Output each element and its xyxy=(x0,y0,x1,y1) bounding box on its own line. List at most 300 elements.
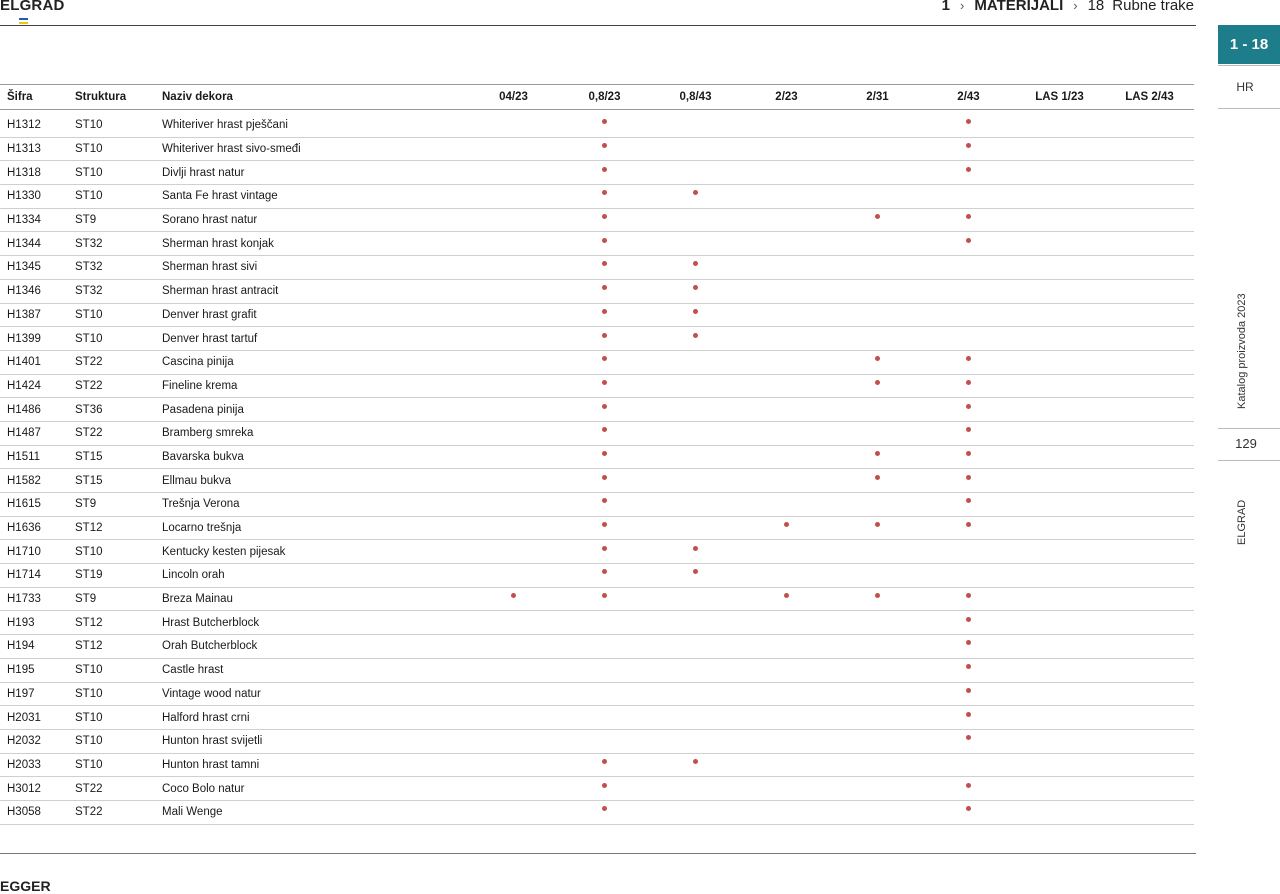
decor-structure: ST22 xyxy=(75,777,162,801)
chapter-tab[interactable]: 1 - 18 xyxy=(1218,25,1280,64)
availability-dot-icon xyxy=(602,190,607,195)
availability-dot-icon xyxy=(966,522,971,527)
availability-cell xyxy=(832,350,923,374)
availability-cell xyxy=(832,682,923,706)
availability-cell xyxy=(468,493,559,517)
column-header-edge: 0,8/23 xyxy=(559,85,650,110)
availability-cell xyxy=(923,706,1014,730)
availability-dot-icon xyxy=(693,261,698,266)
availability-cell xyxy=(1105,398,1194,422)
decor-code: H1334 xyxy=(0,208,75,232)
availability-dot-icon xyxy=(602,783,607,788)
availability-dot-icon xyxy=(602,759,607,764)
availability-cell xyxy=(559,540,650,564)
availability-cell xyxy=(650,110,741,138)
availability-cell xyxy=(1105,516,1194,540)
availability-cell xyxy=(468,327,559,351)
availability-dot-icon xyxy=(966,806,971,811)
availability-cell xyxy=(559,753,650,777)
availability-cell xyxy=(468,398,559,422)
table-row xyxy=(0,185,1194,209)
availability-cell xyxy=(923,635,1014,659)
decor-structure: ST10 xyxy=(75,540,162,564)
availability-cell xyxy=(1014,350,1105,374)
availability-dot-icon xyxy=(875,593,880,598)
availability-cell xyxy=(650,327,741,351)
table-row xyxy=(0,706,1194,730)
availability-cell xyxy=(559,208,650,232)
availability-cell xyxy=(650,469,741,493)
availability-cell xyxy=(468,208,559,232)
availability-cell xyxy=(650,753,741,777)
availability-dot-icon xyxy=(693,285,698,290)
availability-dot-icon xyxy=(602,214,607,219)
availability-cell xyxy=(468,469,559,493)
availability-cell xyxy=(741,729,832,753)
availability-cell xyxy=(1014,256,1105,280)
table-header-row xyxy=(0,85,1194,110)
language-label[interactable]: HR xyxy=(1236,80,1254,94)
availability-cell xyxy=(468,706,559,730)
table-row xyxy=(0,303,1194,327)
decor-code: H3012 xyxy=(0,777,75,801)
table-row xyxy=(0,232,1194,256)
availability-cell xyxy=(741,564,832,588)
decor-name: Orah Butcherblock xyxy=(162,635,468,659)
availability-cell xyxy=(1014,682,1105,706)
availability-cell xyxy=(559,327,650,351)
column-header-edge: 2/43 xyxy=(923,85,1014,110)
decor-code: H1344 xyxy=(0,232,75,256)
decor-name: Fineline krema xyxy=(162,374,468,398)
decor-name: Whiteriver hrast sivo-smeđi xyxy=(162,137,468,161)
decor-name: Breza Mainau xyxy=(162,587,468,611)
availability-cell xyxy=(468,161,559,185)
availability-dot-icon xyxy=(966,167,971,172)
availability-cell xyxy=(923,469,1014,493)
availability-cell xyxy=(650,682,741,706)
availability-cell xyxy=(650,658,741,682)
availability-cell xyxy=(559,374,650,398)
availability-cell xyxy=(923,110,1014,138)
availability-cell xyxy=(468,256,559,280)
decor-name: Sherman hrast antracit xyxy=(162,279,468,303)
availability-cell xyxy=(1105,161,1194,185)
availability-cell xyxy=(559,516,650,540)
availability-cell xyxy=(650,421,741,445)
decor-code: H1487 xyxy=(0,421,75,445)
availability-cell xyxy=(1105,421,1194,445)
page-number: 129 xyxy=(1235,436,1257,451)
breadcrumb-chapter[interactable]: Rubne trake xyxy=(1112,0,1194,14)
availability-cell xyxy=(1105,279,1194,303)
availability-cell xyxy=(1014,232,1105,256)
availability-cell xyxy=(1014,303,1105,327)
decor-code: H1714 xyxy=(0,564,75,588)
availability-cell xyxy=(741,587,832,611)
decor-structure: ST10 xyxy=(75,110,162,138)
decor-structure: ST9 xyxy=(75,208,162,232)
availability-cell xyxy=(650,564,741,588)
availability-dot-icon xyxy=(966,214,971,219)
availability-cell xyxy=(650,303,741,327)
availability-dot-icon xyxy=(602,333,607,338)
sidebar-divider xyxy=(1218,428,1280,429)
decor-code: H1733 xyxy=(0,587,75,611)
table-row xyxy=(0,327,1194,351)
decor-name: Halford hrast crni xyxy=(162,706,468,730)
availability-cell xyxy=(832,516,923,540)
availability-cell xyxy=(923,658,1014,682)
availability-cell xyxy=(559,445,650,469)
availability-cell xyxy=(1105,374,1194,398)
availability-dot-icon xyxy=(966,712,971,717)
decor-name: Divlji hrast natur xyxy=(162,161,468,185)
availability-cell xyxy=(650,493,741,517)
table-row xyxy=(0,800,1194,824)
decor-code: H1486 xyxy=(0,398,75,422)
catalog-title: Katalog proizvoda 2023 xyxy=(1236,293,1248,409)
decor-code: H1330 xyxy=(0,185,75,209)
table-row xyxy=(0,682,1194,706)
availability-cell xyxy=(559,587,650,611)
availability-dot-icon xyxy=(602,167,607,172)
availability-cell xyxy=(468,421,559,445)
decor-structure: ST12 xyxy=(75,635,162,659)
availability-cell xyxy=(559,493,650,517)
availability-dot-icon xyxy=(966,640,971,645)
decor-name: Hunton hrast svijetli xyxy=(162,729,468,753)
availability-cell xyxy=(1105,469,1194,493)
availability-dot-icon xyxy=(966,404,971,409)
table-row xyxy=(0,753,1194,777)
sidebar-divider xyxy=(1218,108,1280,109)
table-row xyxy=(0,611,1194,635)
availability-cell xyxy=(1014,445,1105,469)
decor-structure: ST9 xyxy=(75,587,162,611)
availability-cell xyxy=(832,398,923,422)
decor-name: Hrast Butcherblock xyxy=(162,611,468,635)
availability-dot-icon xyxy=(602,356,607,361)
availability-dot-icon xyxy=(966,238,971,243)
header-divider xyxy=(0,25,1196,26)
availability-dot-icon xyxy=(602,261,607,266)
decor-structure: ST12 xyxy=(75,611,162,635)
table-row xyxy=(0,208,1194,232)
table-row xyxy=(0,540,1194,564)
decor-code: H2033 xyxy=(0,753,75,777)
availability-cell xyxy=(741,777,832,801)
decor-name: Denver hrast tartuf xyxy=(162,327,468,351)
availability-cell xyxy=(1105,800,1194,824)
column-header-name: Naziv dekora xyxy=(162,85,468,110)
availability-cell xyxy=(650,777,741,801)
availability-cell xyxy=(1105,445,1194,469)
availability-dot-icon xyxy=(602,593,607,598)
availability-cell xyxy=(741,611,832,635)
availability-cell xyxy=(559,777,650,801)
availability-cell xyxy=(1105,540,1194,564)
table-row xyxy=(0,516,1194,540)
sidebar-brand: ELGRAD xyxy=(1236,499,1248,545)
brand-mark-bar xyxy=(19,22,28,24)
availability-cell xyxy=(923,753,1014,777)
availability-cell xyxy=(468,635,559,659)
availability-cell xyxy=(1105,587,1194,611)
availability-cell xyxy=(923,729,1014,753)
decor-code: H1710 xyxy=(0,540,75,564)
availability-cell xyxy=(923,303,1014,327)
availability-cell xyxy=(1014,421,1105,445)
availability-cell xyxy=(1105,208,1194,232)
availability-cell xyxy=(559,611,650,635)
availability-cell xyxy=(1014,729,1105,753)
availability-cell xyxy=(559,682,650,706)
availability-cell xyxy=(559,564,650,588)
decor-code: H197 xyxy=(0,682,75,706)
availability-dot-icon xyxy=(602,309,607,314)
availability-cell xyxy=(468,279,559,303)
availability-cell xyxy=(1014,777,1105,801)
table-row xyxy=(0,729,1194,753)
availability-cell xyxy=(468,110,559,138)
decor-name: Bramberg smreka xyxy=(162,421,468,445)
availability-cell xyxy=(1014,327,1105,351)
availability-dot-icon xyxy=(966,143,971,148)
availability-cell xyxy=(559,137,650,161)
decor-name: Coco Bolo natur xyxy=(162,777,468,801)
availability-cell xyxy=(559,729,650,753)
breadcrumb-section[interactable]: MATERIJALI xyxy=(974,0,1064,14)
availability-cell xyxy=(650,232,741,256)
availability-cell xyxy=(1105,635,1194,659)
decor-name: Lincoln orah xyxy=(162,564,468,588)
availability-cell xyxy=(468,445,559,469)
availability-dot-icon xyxy=(966,451,971,456)
availability-cell xyxy=(1014,398,1105,422)
decor-structure: ST12 xyxy=(75,516,162,540)
availability-cell xyxy=(741,232,832,256)
availability-dot-icon xyxy=(966,783,971,788)
availability-cell xyxy=(1105,493,1194,517)
decor-structure: ST10 xyxy=(75,303,162,327)
decor-code: H193 xyxy=(0,611,75,635)
decor-name: Vintage wood natur xyxy=(162,682,468,706)
availability-cell xyxy=(832,161,923,185)
table-row xyxy=(0,469,1194,493)
availability-cell xyxy=(923,516,1014,540)
availability-cell xyxy=(1014,540,1105,564)
breadcrumb xyxy=(942,0,1194,14)
availability-cell xyxy=(1105,564,1194,588)
column-header-edge: LAS 1/23 xyxy=(1014,85,1105,110)
availability-cell xyxy=(559,635,650,659)
table-row xyxy=(0,635,1194,659)
availability-cell xyxy=(832,303,923,327)
decor-structure: ST10 xyxy=(75,682,162,706)
decor-name: Locarno trešnja xyxy=(162,516,468,540)
availability-cell xyxy=(559,800,650,824)
decor-code: H1399 xyxy=(0,327,75,351)
availability-cell xyxy=(923,327,1014,351)
availability-cell xyxy=(559,279,650,303)
availability-dot-icon xyxy=(693,309,698,314)
availability-dot-icon xyxy=(602,285,607,290)
decor-code: H3058 xyxy=(0,800,75,824)
availability-dot-icon xyxy=(602,238,607,243)
table-row xyxy=(0,493,1194,517)
availability-cell xyxy=(741,185,832,209)
decor-structure: ST22 xyxy=(75,421,162,445)
availability-cell xyxy=(559,161,650,185)
decor-code: H1312 xyxy=(0,110,75,138)
decor-code: H1318 xyxy=(0,161,75,185)
decor-name: Santa Fe hrast vintage xyxy=(162,185,468,209)
decor-code: H1424 xyxy=(0,374,75,398)
availability-cell xyxy=(650,540,741,564)
availability-cell xyxy=(923,800,1014,824)
availability-cell xyxy=(468,303,559,327)
availability-cell xyxy=(741,137,832,161)
decor-structure: ST10 xyxy=(75,137,162,161)
availability-cell xyxy=(1105,729,1194,753)
availability-cell xyxy=(650,611,741,635)
availability-cell xyxy=(832,540,923,564)
decor-name: Trešnja Verona xyxy=(162,493,468,517)
availability-cell xyxy=(741,445,832,469)
availability-cell xyxy=(1105,611,1194,635)
table-row xyxy=(0,421,1194,445)
availability-cell xyxy=(832,611,923,635)
availability-cell xyxy=(923,137,1014,161)
availability-cell xyxy=(1105,303,1194,327)
availability-cell xyxy=(741,110,832,138)
availability-cell xyxy=(1105,256,1194,280)
decor-name: Hunton hrast tamni xyxy=(162,753,468,777)
availability-cell xyxy=(832,256,923,280)
availability-cell xyxy=(1014,516,1105,540)
availability-cell xyxy=(650,445,741,469)
availability-cell xyxy=(923,777,1014,801)
availability-cell xyxy=(741,374,832,398)
decor-code: H2032 xyxy=(0,729,75,753)
decor-name: Castle hrast xyxy=(162,658,468,682)
decor-code: H1636 xyxy=(0,516,75,540)
availability-cell xyxy=(559,658,650,682)
decor-code: H194 xyxy=(0,635,75,659)
decor-code: H1387 xyxy=(0,303,75,327)
decor-structure: ST9 xyxy=(75,493,162,517)
availability-cell xyxy=(832,635,923,659)
decor-code: H195 xyxy=(0,658,75,682)
availability-cell xyxy=(559,303,650,327)
decor-structure: ST36 xyxy=(75,398,162,422)
decor-structure: ST32 xyxy=(75,256,162,280)
availability-cell xyxy=(741,398,832,422)
availability-dot-icon xyxy=(784,522,789,527)
availability-dot-icon xyxy=(693,569,698,574)
availability-dot-icon xyxy=(602,806,607,811)
availability-cell xyxy=(468,350,559,374)
decor-structure: ST10 xyxy=(75,658,162,682)
availability-cell xyxy=(741,493,832,517)
decor-name: Cascina pinija xyxy=(162,350,468,374)
decor-name: Kentucky kesten pijesak xyxy=(162,540,468,564)
availability-dot-icon xyxy=(602,475,607,480)
breadcrumb-section-number[interactable]: 1 xyxy=(941,0,951,14)
header-brand: ELGRAD xyxy=(0,0,65,14)
decor-structure: ST10 xyxy=(75,753,162,777)
column-header-edge: 2/23 xyxy=(741,85,832,110)
availability-cell xyxy=(832,232,923,256)
table-row xyxy=(0,658,1194,682)
breadcrumb-chapter-number[interactable]: 18 xyxy=(1087,0,1105,14)
decor-name: Sorano hrast natur xyxy=(162,208,468,232)
availability-cell xyxy=(650,800,741,824)
availability-dot-icon xyxy=(966,498,971,503)
availability-cell xyxy=(832,445,923,469)
availability-cell xyxy=(741,421,832,445)
decor-code: H2031 xyxy=(0,706,75,730)
table-row xyxy=(0,350,1194,374)
availability-cell xyxy=(741,800,832,824)
availability-cell xyxy=(741,161,832,185)
decor-name: Bavarska bukva xyxy=(162,445,468,469)
footer-brand: EGGER xyxy=(0,878,51,894)
column-header-edge: 2/31 xyxy=(832,85,923,110)
availability-cell xyxy=(1014,161,1105,185)
availability-cell xyxy=(741,540,832,564)
availability-cell xyxy=(559,421,650,445)
availability-cell xyxy=(923,161,1014,185)
chevron-right-icon: › xyxy=(960,0,965,13)
table-row xyxy=(0,445,1194,469)
decor-name: Pasadena pinija xyxy=(162,398,468,422)
availability-cell xyxy=(1014,493,1105,517)
availability-cell xyxy=(1014,185,1105,209)
availability-cell xyxy=(741,303,832,327)
availability-dot-icon xyxy=(875,451,880,456)
decor-structure: ST15 xyxy=(75,445,162,469)
decor-structure: ST10 xyxy=(75,327,162,351)
availability-cell xyxy=(832,279,923,303)
availability-cell xyxy=(741,208,832,232)
availability-cell xyxy=(650,516,741,540)
availability-cell xyxy=(832,706,923,730)
decor-table xyxy=(0,84,1194,825)
availability-cell xyxy=(1105,232,1194,256)
availability-dot-icon xyxy=(966,593,971,598)
table-row xyxy=(0,256,1194,280)
decor-structure: ST10 xyxy=(75,161,162,185)
availability-cell xyxy=(1014,279,1105,303)
availability-cell xyxy=(1105,350,1194,374)
availability-cell xyxy=(468,516,559,540)
availability-cell xyxy=(559,350,650,374)
availability-cell xyxy=(1105,185,1194,209)
availability-cell xyxy=(650,350,741,374)
availability-cell xyxy=(468,729,559,753)
availability-cell xyxy=(1014,110,1105,138)
availability-cell xyxy=(468,658,559,682)
availability-dot-icon xyxy=(693,333,698,338)
availability-cell xyxy=(1105,706,1194,730)
decor-structure: ST32 xyxy=(75,279,162,303)
column-header-code: Šifra xyxy=(0,85,75,110)
availability-cell xyxy=(559,110,650,138)
availability-dot-icon xyxy=(602,119,607,124)
availability-cell xyxy=(832,493,923,517)
